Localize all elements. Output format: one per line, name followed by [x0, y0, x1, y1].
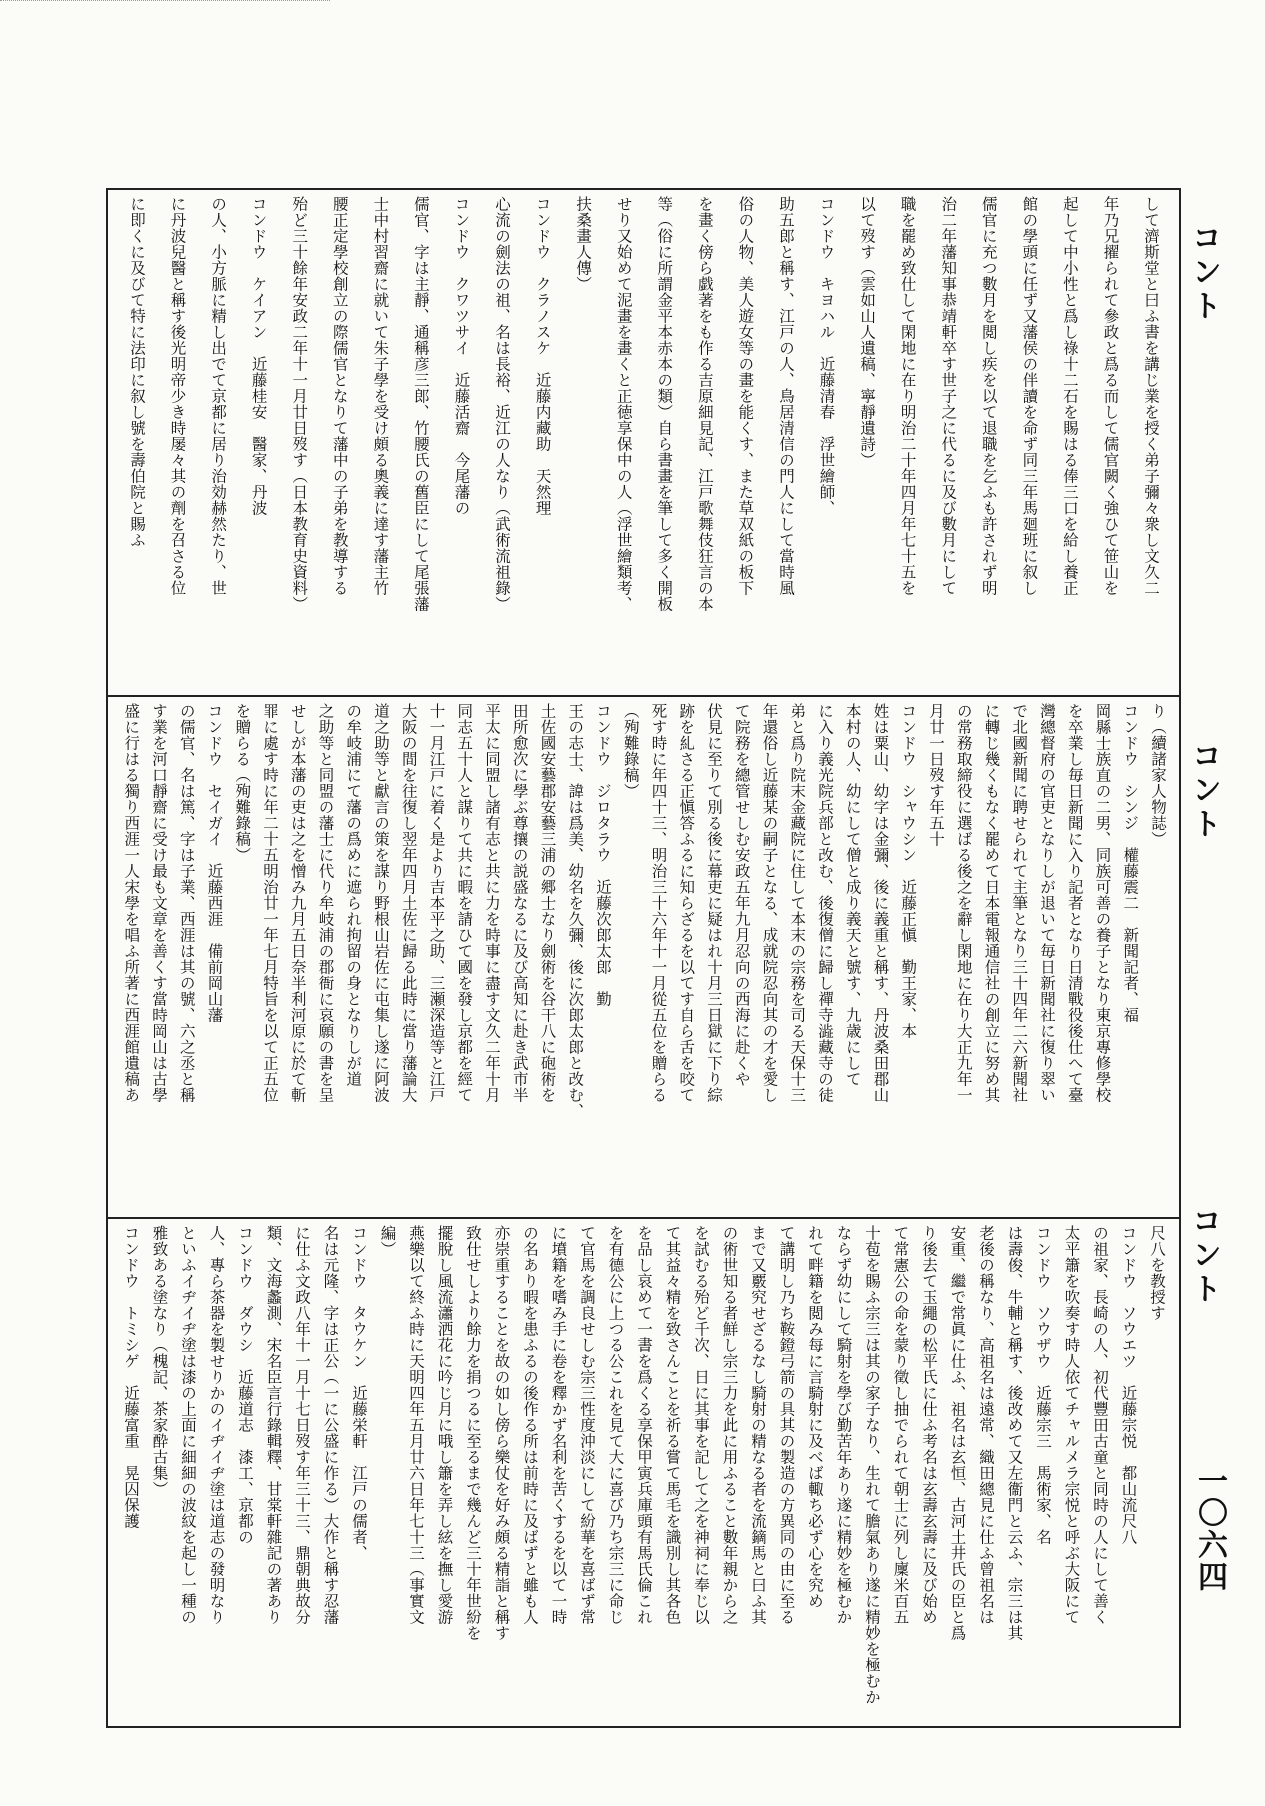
text-column: コンドウ シンジ 權藤震二 新聞記者、福	[1121, 703, 1140, 1023]
text-column: 姓は粟山、幼字は金彌、後に義重と稱す、丹波桑田郡山	[871, 703, 890, 1103]
text-column: 之助等と同盟の藩士に代り牟岐浦の郡衙に哀願の書を呈	[316, 703, 335, 1103]
text-column: コンドウ キヨハル 近藤清春 浮世繪師、	[817, 196, 836, 516]
text-column: の儒官、名は篤、字は子業、西涯は其の號、六之丞と稱	[177, 703, 196, 1103]
text-column: を試むる殆ど千次、日に其事を記して之を神祠に奉じ以	[692, 1225, 710, 1625]
text-column: 以て歿す（雲如山人遺稿、寧靜遺詩）	[858, 196, 877, 468]
text-column: して濟斯堂と曰ふ書を講じ業を授く弟子彌々衆し文久二	[1142, 196, 1160, 596]
text-column: 大阪の間を往復し翌年四月土佐に歸る此時に當り藩論大	[399, 703, 418, 1103]
section-top	[108, 190, 1179, 695]
text-column: コンドウ ダウシ 近藤道志 漆工、京都の	[236, 1225, 254, 1545]
text-column: 跡を糺さる正愼答ふるに知らざるを以てす自ら舌を咬て	[677, 703, 696, 1103]
running-head-top: コント	[1186, 222, 1221, 324]
text-column: コンドウ クラノスケ 近藤内藏助 天然理	[533, 196, 552, 516]
text-column: せしが本藩の吏は之を憎み九月五日奈半利河原に於て斬	[288, 703, 307, 1103]
text-column: に仕ふ文政八年十一月十七日歿す年三十三、鼎朝典故分	[293, 1225, 311, 1625]
text-column: を卒業し毎日新聞に入り記者となり日清戰役後仕へて臺	[1065, 703, 1084, 1103]
text-column: コンドウ シャウシン 近藤正愼 勤王家、本	[899, 703, 918, 1039]
section-bottom-columns	[116, 1225, 1171, 1720]
text-column: 職を罷め致仕して閑地に在り明治二十年四月年七十五を	[898, 196, 917, 596]
text-column: す業を河口靜齋に受け最も文章を善くす當時岡山は古學	[150, 703, 168, 1103]
text-column: コンドウ クワツサイ 近藤活齋 今尾藩の	[452, 196, 471, 516]
text-column: 安重、繼で常眞に仕ふ、祖名は玄恒、古河土井氏の臣と爲	[948, 1225, 967, 1641]
text-column: コンドウ トミシゲ 近藤富重 晃囚保護	[122, 1225, 140, 1529]
text-column: 死す時に年四十三、明治三十六年十一月從五位を贈らる	[649, 703, 668, 1103]
text-column: コンドウ ソウザウ 近藤宗三 馬術家、名	[1034, 1225, 1052, 1545]
text-column: 平太に同盟し諸有志と共に力を時事に盡す文久二年十月	[483, 703, 501, 1103]
text-column: 俗の人物、美人遊女等の畫を能くす、また草双紙の板下	[736, 196, 755, 596]
text-column: の人、小方脈に精し出でて京都に居り治効赫然たり、世	[209, 196, 228, 596]
text-column: の常務取締役に選ばる後之を辭し閑地に在り大正九年一	[954, 703, 973, 1103]
text-column: て其益々精を致さんことを祈る嘗て馬毛を識別し其各色	[663, 1225, 682, 1625]
text-column: れて畔籍を閲み每に言騎射に及べば輙ち必ず心を究め	[806, 1225, 824, 1609]
text-column: 本村の人、幼にして僧と成り義天と號す、九歳にして	[843, 703, 862, 1087]
text-column: 助五郎と稱す、江戸の人、鳥居清信の門人にして當時風	[776, 196, 795, 596]
text-column: 岡縣士族直の二男、同族可善の養子となり東京專修學校	[1093, 703, 1112, 1103]
scan-edge-artifact	[0, 0, 330, 5]
text-column: を品し哀めて一書を爲くる享保甲寅兵庫頭有馬氏倫これ	[635, 1225, 653, 1625]
text-column: て院務を總管せしむ安政五年九月忍向の西海に赴くや	[732, 703, 751, 1087]
text-column: 盛に行はる獨り西涯一人宋學を唱ふ所著に西涯館遺稿あ	[122, 703, 141, 1103]
text-column: 人、專ら茶器を製せりかのイヂイヂ塗は道志の發明なり	[207, 1225, 226, 1625]
text-column: 土佐國安藝郡安藝三浦の郷士なり劍術を谷干八に砲術を	[538, 703, 557, 1103]
text-column: を有德公に上つる公これを見て大に喜び乃ち宗三に命じ	[606, 1225, 625, 1625]
text-column: に即くに及びて特に法印に叙し號を壽伯院と賜ふ	[127, 196, 146, 548]
text-column: に轉じ幾くもなく罷めて日本電報通信社の創立に努め其	[982, 703, 1001, 1103]
text-column: といふイヂイヂ塗は漆の上面に細細の波紋を起し一種の	[179, 1225, 197, 1625]
section-top-columns	[116, 196, 1171, 689]
text-column: 月廿一日歿す年五十	[927, 703, 945, 847]
text-column: に丹波兒醫と稱す後光明帝少き時屡々其の劑を召さる位	[168, 196, 187, 596]
text-column: 灣總督府の官吏となりしが退いて毎日新聞社に復り翠い	[1038, 703, 1056, 1103]
text-column: 儒官、字は主靜、通稱彦三郎、竹腰氏の舊臣にして尾張藩	[411, 196, 430, 612]
text-column: 等（俗に所謂金平本赤本の類）自ら書畫を筆して多く開板	[655, 196, 674, 612]
text-column: 年還俗し近藤某の嗣子となる、成就院忍向其の才を愛し	[760, 703, 779, 1103]
text-column: 亦崇重することを故の如し傍ら樂仗を好み頗る精詣と稱す	[492, 1225, 511, 1641]
running-head-middle: コント	[1186, 740, 1221, 842]
text-column: 心流の劍法の祖、名は長裕、近江の人なり（武術流祖錄）	[493, 196, 511, 612]
text-column: コンドウ タウケン 近藤栄軒 江戸の儒者、	[350, 1225, 368, 1561]
text-column: 王の志士、諱は爲美、幼名を久彌、後に次郎太郎と改む、	[566, 703, 585, 1119]
text-column: の祖家、長崎の人、初代豐田古童と同時の人にして善く	[1091, 1225, 1109, 1625]
text-column: 扶桑畫人傳）	[574, 196, 593, 292]
text-column: 士中村習齋に就いて朱子學を受け頗る奧義に達す藩主竹	[371, 196, 390, 596]
text-column: て官馬を調良せしむ宗三性度沖淡にして紛華を喜ばず常	[578, 1225, 596, 1625]
text-column: を畫く傍ら戯著をも作る吉原細見記、江戸歌舞伎狂言の本	[695, 196, 714, 612]
text-column: コンドウ ジロタラウ 近藤次郎太郎 勤	[594, 703, 612, 1007]
text-column: コンドウ ケイアン 近藤桂安 醫家、丹波	[249, 196, 268, 516]
text-column: せり又始めて泥畫を畫くと正徳享保中の人（浮世繪類考、	[614, 196, 633, 612]
text-column: 十苞を賜ふ宗三は其の家子なり、生れて膽氣あり遂に精妙を極むか	[863, 1225, 881, 1705]
text-column: （殉難錄稿）	[621, 703, 640, 799]
text-column: 燕樂以て終ふ時に天明四年五月廿六日年七十三（事實文	[407, 1225, 425, 1625]
text-column: 罪に處す時に年二十五明治廿一年七月特旨を以て正五位	[261, 703, 279, 1103]
text-column: 太平簫を吹奏す時人依てチャルメラ宗悦と呼ぶ大阪にて	[1062, 1225, 1081, 1625]
text-column: の名あり暇を患ふるの後作る所は前時に及ばずと雖も人	[521, 1225, 539, 1625]
text-column: まで又覈究せざるなし騎射の精なる者を流鏑馬と曰ふ其	[749, 1225, 767, 1625]
text-column: 擺脫し風流瀟洒花に吟じ月に哦し簫を弄し絃を撫し愛游	[435, 1225, 454, 1625]
text-column: り後去て玉繩の松平氏に仕ふ考名は玄壽玄壽に及び始め	[920, 1225, 938, 1625]
text-column: て常憲公の命を蒙り徵し抽でられて朝士に列し廩米百五	[891, 1225, 910, 1625]
text-column: 道之助等と獻言の策を謀り野根山岩佐に屯集し遂に阿波	[372, 703, 390, 1103]
section-middle-columns	[116, 703, 1171, 1211]
text-column: の術世知る者鮮し宗三力を此に用ふること數年親から之	[720, 1225, 739, 1625]
text-column: 致仕せしより餘力を捐つるに至るまで幾んど三十年世紛を	[464, 1225, 482, 1641]
text-column: に入り義光院兵部と改む、後復僧に歸し禪寺澁藏寺の徒	[816, 703, 834, 1103]
text-column: ならず幼にして騎射を學び勤苦年あり遂に精妙を極むか	[834, 1225, 853, 1625]
text-column: の牟岐浦にて藩の爲めに遮られ拘留の身となりしが道	[344, 703, 363, 1087]
text-column: て講明し乃ち鞍鐙弓箭の具其の製造の方異同の由に至る	[777, 1225, 796, 1625]
page-number: 一〇六四	[1192, 1465, 1227, 1593]
text-column: は壽俊、牛輔と稱す、後改めて又左衞門と云ふ、宗三は其	[1005, 1225, 1024, 1641]
text-column: 田所愈次に學ぶ尊攘の説盛なるに及び高知に赴き武市半	[510, 703, 529, 1103]
text-column: 腰正定學校創立の際儒官となりて藩中の子弟を教導する	[330, 196, 349, 596]
text-column: 老後の稱なり、高祖名は遠常、織田總見に仕ふ曾祖名は	[977, 1225, 995, 1625]
section-bottom	[108, 1219, 1179, 1726]
text-column: コンドウ ソウエツ 近藤宗悦 都山流尺八	[1119, 1225, 1138, 1545]
text-column: 編）	[378, 1225, 397, 1257]
page-frame	[106, 188, 1181, 1728]
text-column: 十一月江戸に着く是より吉本平之助、三瀬深造等と江戸	[427, 703, 446, 1103]
section-middle	[108, 697, 1179, 1217]
text-column: で北國新聞に聘せられて主筆となり三十四年二六新聞社	[1010, 703, 1029, 1103]
text-column: り（續諸家人物誌）	[1149, 703, 1167, 847]
text-column: 尺八を教授す	[1148, 1225, 1166, 1321]
text-column: 治二年藩知事恭靖軒卒す世子之に代るに及び數月にして	[939, 196, 958, 596]
text-column: 殆ど三十餘年安政二年十一月廿日歿す（日本教育史資料）	[290, 196, 309, 612]
text-column: 同志五十人と謀りて共に暇を請ひて國を發し京都を經て	[455, 703, 474, 1103]
text-column: コンドウ セイガイ 近藤西涯 備前岡山藩	[205, 703, 224, 1023]
text-column: 儒官に充つ數月を閲し疾を以て退職を乞ふも許されず明	[979, 196, 998, 596]
running-head-bottom: コント	[1186, 1205, 1221, 1307]
text-column: 年乃兄擢られて參政と爲る而して儒官闕く強ひて笹山を	[1101, 196, 1120, 596]
text-column: 弟と爲り院末金藏院に住して本末の宗務を司る天保十三	[788, 703, 807, 1103]
text-column: 館の學頭に任ず又藩侯の伴讀を命ず同三年馬廻班に叙し	[1020, 196, 1039, 596]
text-column: 名は元隆、字は正公（一に公盛に作る）大作と稱す忍藩	[321, 1225, 340, 1625]
text-column: 伏見に至りて別る後に幕吏に疑はれ十月三日獄に下り綜	[705, 703, 723, 1103]
text-column: 類、文海蠡測、宋名臣言行錄輯釋、甘棠軒雜記の著あり	[264, 1225, 283, 1625]
text-column: に墳籍を嗜み手に卷を釋かず名利を苦くするを以て一時	[549, 1225, 568, 1625]
text-column: 雅致ある塗なり（槐記、茶家酔古集）	[150, 1225, 169, 1497]
text-column: を贈らる（殉難錄稿）	[233, 703, 252, 863]
text-column: 起して中小性と爲し祿十二石を賜はる俸三口を給し養正	[1060, 196, 1079, 596]
